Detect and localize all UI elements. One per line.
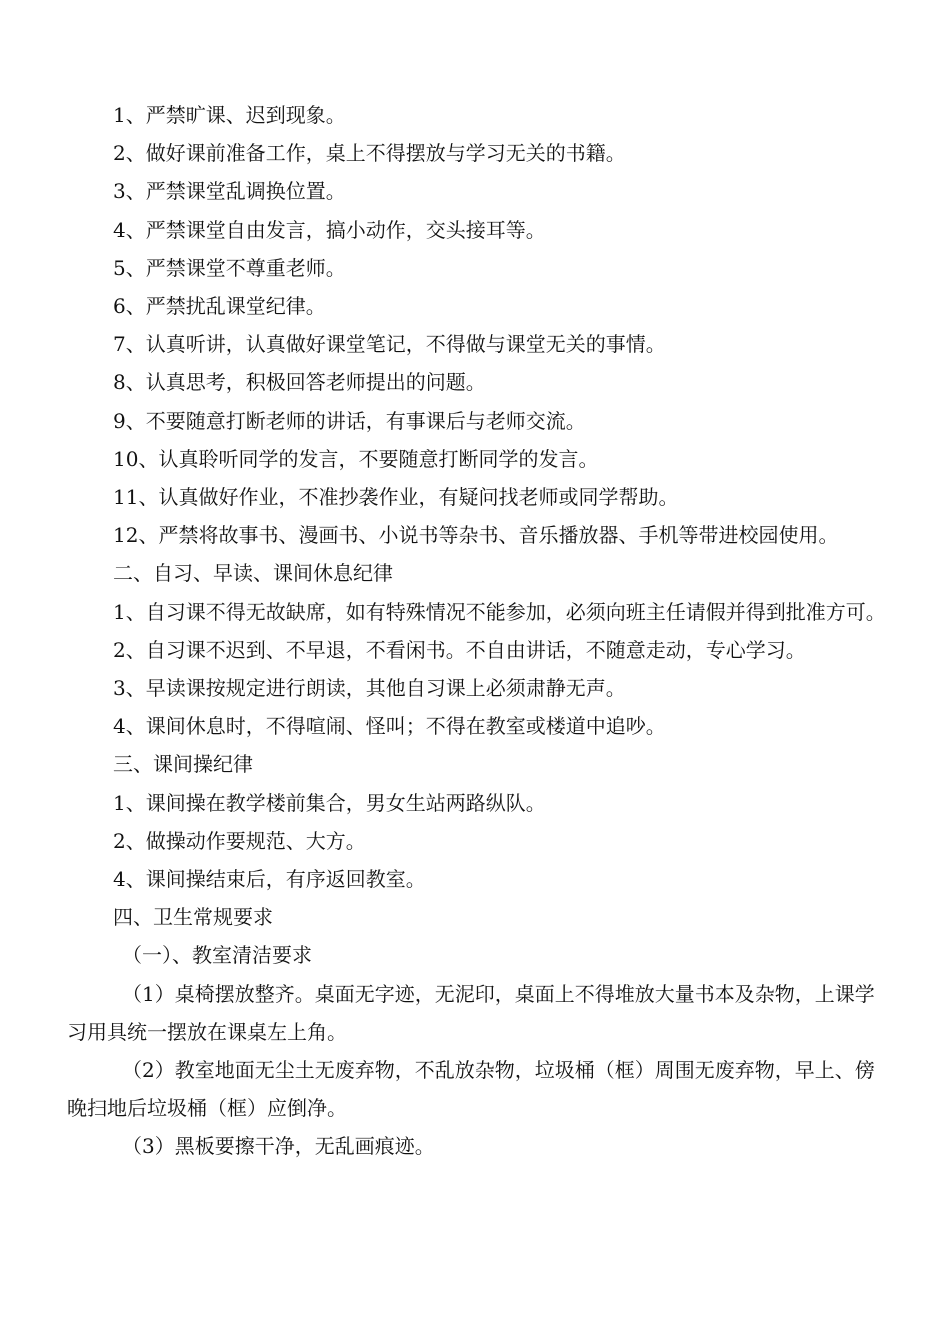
rule-item: 2、自习课不迟到、不早退，不看闲书。不自由讲话，不随意走动，专心学习。 (113, 637, 806, 662)
rule-item: 1、严禁旷课、迟到现象。 (113, 103, 346, 127)
rule-item: （2）教室地面无尘土无废弃物，不乱放杂物，垃圾桶（框）周围无废弃物，早上、傍晚扫地后垃圾桶（框）应倒净。 (67, 1058, 875, 1121)
rule-item: 7、认真听讲，认真做好课堂笔记，不得做与课堂无关的事情。 (113, 332, 666, 357)
rule-item: 4、课间休息时，不得喧闹、怪叫；不得在教室或楼道中追吵。 (113, 714, 666, 739)
rule-item: （3）黑板要擦干净，无乱画痕迹。 (122, 1134, 435, 1159)
rule-item: （1）桌椅摆放整齐。桌面无字迹，无泥印，桌面上不得堆放大量书本及杂物，上课学习用具统一摆放在课桌左上角。 (67, 981, 875, 1044)
rule-item: 4、课间操结束后，有序返回教室。 (113, 867, 426, 892)
rule-item: 2、做好课前准备工作，桌上不得摆放与学习无关的书籍。 (113, 141, 626, 166)
section-heading: 四、卫生常规要求 (113, 905, 273, 930)
rule-item: 4、严禁课堂自由发言，搞小动作，交头接耳等。 (113, 217, 546, 242)
rule-item: 1、自习课不得无故缺席，如有特殊情况不能参加，必须向班主任请假并得到批准方可。 (113, 599, 886, 624)
rule-item: 3、早读课按规定进行朗读，其他自习课上必须肃静无声。 (113, 676, 626, 701)
section-heading: 三、课间操纪律 (113, 752, 253, 777)
rule-item: 2、做操动作要规范、大方。 (113, 828, 366, 853)
rule-item: 1、课间操在教学楼前集合，男女生站两路纵队。 (113, 790, 546, 815)
rule-item: 11、认真做好作业，不准抄袭作业，有疑问找老师或同学帮助。 (113, 485, 679, 510)
document-body (67, 96, 887, 1166)
rule-item: 5、严禁课堂不尊重老师。 (113, 255, 346, 280)
subsection-heading: （一）、教室清洁要求 (122, 943, 312, 968)
rule-item: 8、认真思考，积极回答老师提出的问题。 (113, 370, 486, 395)
rule-item: 6、严禁扰乱课堂纪律。 (113, 294, 326, 319)
rule-item: 10、认真聆听同学的发言，不要随意打断同学的发言。 (113, 446, 599, 471)
rule-item: 12、严禁将故事书、漫画书、小说书等杂书、音乐播放器、手机等带进校园使用。 (113, 523, 839, 548)
rule-item: 9、不要随意打断老师的讲话，有事课后与老师交流。 (113, 408, 586, 433)
rule-item: 3、严禁课堂乱调换位置。 (113, 179, 346, 204)
section-heading: 二、自习、早读、课间休息纪律 (113, 561, 393, 586)
